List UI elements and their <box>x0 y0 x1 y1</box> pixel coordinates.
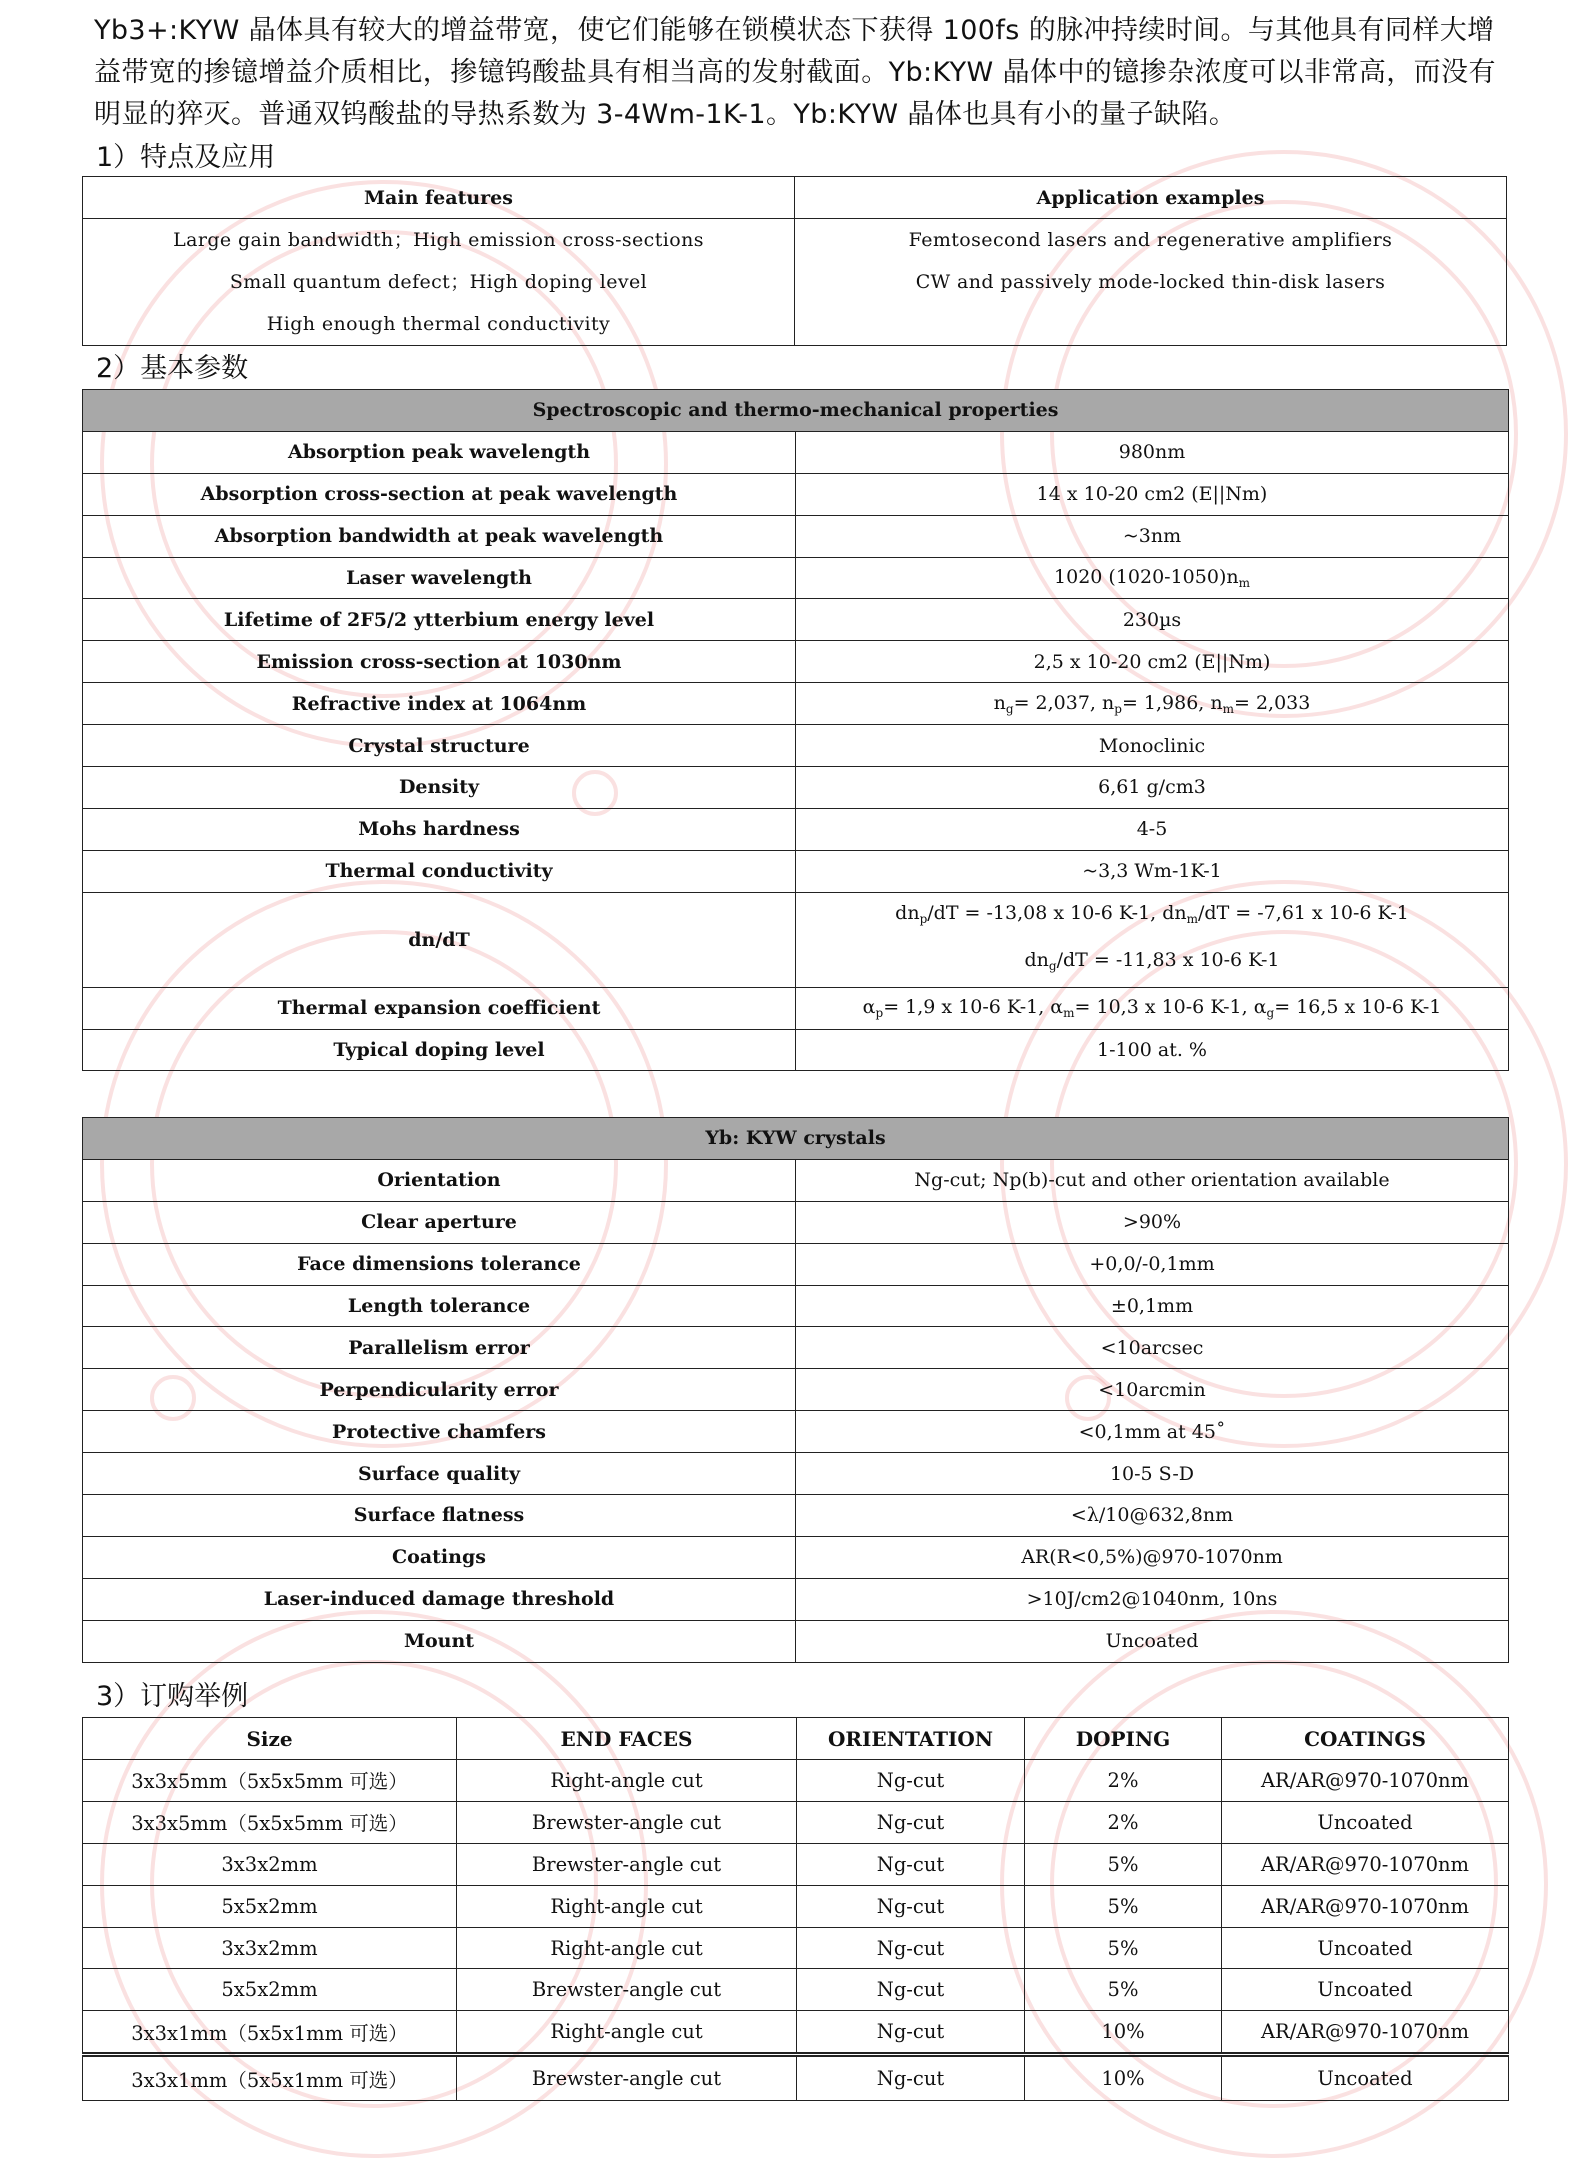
spec-row <box>83 431 1509 473</box>
order-coatings-cell: Uncoated <box>1222 1927 1509 1969</box>
crystal-label: Laser-induced damage threshold <box>83 1578 796 1620</box>
order-doping-cell: 2% <box>1025 1801 1222 1843</box>
order-end-faces-cell: Brewster-angle cut <box>457 1969 797 2011</box>
order-coatings-cell: Uncoated <box>1222 1801 1509 1843</box>
order-row <box>83 2055 1509 2101</box>
application-item: Femtosecond lasers and regenerative amplifiers <box>908 229 1393 251</box>
spec-row <box>83 599 1509 641</box>
crystal-label: Perpendicularity error <box>83 1369 796 1411</box>
value-text: dn <box>895 901 920 924</box>
order-row <box>83 1801 1509 1843</box>
spec-label: Lifetime of 2F5/2 ytterbium energy level <box>83 599 796 641</box>
crystal-value: +0,0/-0,1mm <box>796 1243 1509 1285</box>
value-text: = 2,033 <box>1234 691 1311 714</box>
crystal-value: >10J/cm2@1040nm, 10ns <box>796 1578 1509 1620</box>
order-orientation-cell: Ng-cut <box>797 1927 1025 1969</box>
spec-value <box>796 808 1509 850</box>
order-coatings-cell: Uncoated <box>1222 2055 1509 2101</box>
order-doping-cell: 5% <box>1025 1885 1222 1927</box>
subscript-text: p <box>875 1006 884 1021</box>
crystal-specs-table <box>82 1117 1509 1663</box>
value-text: dn <box>1024 948 1049 971</box>
spec-label: Thermal expansion coefficient <box>83 987 796 1029</box>
spec-label: Laser wavelength <box>83 557 796 599</box>
crystal-row <box>83 1411 1509 1453</box>
order-size-cell: 3x3x1mm（5x5x1mm 可选） <box>83 2055 457 2101</box>
spec-value <box>796 683 1509 725</box>
order-orientation-cell: Ng-cut <box>797 1760 1025 1802</box>
spec-value <box>796 641 1509 683</box>
value-text: = 1,986, n <box>1121 691 1223 714</box>
value-text: 1-100 at. % <box>1097 1039 1207 1062</box>
value-text: 230µs <box>1122 608 1182 631</box>
crystal-label: Surface quality <box>83 1453 796 1495</box>
value-text: 4-5 <box>1136 818 1168 841</box>
order-header-doping: DOPING <box>1025 1718 1222 1760</box>
crystal-row <box>83 1369 1509 1411</box>
subscript-text: p <box>919 911 928 926</box>
spec-value-line <box>796 940 1508 987</box>
order-size-cell: 3x3x5mm（5x5x5mm 可选） <box>83 1801 457 1843</box>
crystal-value: <0,1mm at 45˚ <box>796 1411 1509 1453</box>
order-doping-cell: 5% <box>1025 1969 1222 2011</box>
order-orientation-cell: Ng-cut <box>797 2011 1025 2055</box>
value-text: ~3,3 Wm-1K-1 <box>1082 860 1222 883</box>
crystal-row <box>83 1495 1509 1537</box>
spec-label: Mohs hardness <box>83 808 796 850</box>
value-text: 6,61 g/cm3 <box>1098 776 1206 799</box>
value-text: = 10,3 x 10-6 K-1, α <box>1074 996 1267 1019</box>
spec-row <box>83 683 1509 725</box>
spec-label: Absorption cross-section at peak wavelength <box>83 473 796 515</box>
value-text: Monoclinic <box>1098 734 1206 757</box>
order-end-faces-cell: Right-angle cut <box>457 1927 797 1969</box>
crystal-value: Uncoated <box>796 1620 1509 1662</box>
crystal-row <box>83 1201 1509 1243</box>
crystal-label: Parallelism error <box>83 1327 796 1369</box>
crystal-table-title: Yb: KYW crystals <box>83 1118 1509 1160</box>
applications-cell <box>795 219 1507 346</box>
spec-value-line <box>796 893 1508 940</box>
order-orientation-cell: Ng-cut <box>797 2055 1025 2101</box>
value-text: /dT = -11,83 x 10-6 K-1 <box>1056 948 1280 971</box>
subscript-text: m <box>1063 1006 1075 1021</box>
order-end-faces-cell: Right-angle cut <box>457 1760 797 1802</box>
spec-value <box>796 850 1509 892</box>
order-row <box>83 1885 1509 1927</box>
spec-label: dn/dT <box>83 892 796 987</box>
crystal-row <box>83 1327 1509 1369</box>
subscript-text: g <box>1048 958 1057 973</box>
spec-row <box>83 473 1509 515</box>
subscript-text: g <box>1266 1006 1275 1021</box>
crystal-label: Length tolerance <box>83 1285 796 1327</box>
crystal-label: Face dimensions tolerance <box>83 1243 796 1285</box>
subscript-text: m <box>1186 911 1199 926</box>
crystal-value: 10-5 S-D <box>796 1453 1509 1495</box>
order-coatings-cell: AR/AR@970-1070nm <box>1222 1885 1509 1927</box>
order-size-cell: 3x3x2mm <box>83 1927 457 1969</box>
spec-label: Emission cross-section at 1030nm <box>83 641 796 683</box>
crystal-row <box>83 1620 1509 1662</box>
crystal-value: <10arcsec <box>796 1327 1509 1369</box>
value-text: 14 x 10-20 cm2 (E||Nm) <box>1036 483 1268 506</box>
order-header-size: Size <box>83 1718 457 1760</box>
order-doping-cell: 10% <box>1025 2011 1222 2055</box>
crystal-label: Orientation <box>83 1159 796 1201</box>
spec-row <box>83 987 1509 1029</box>
spec-row <box>83 641 1509 683</box>
spec-value <box>796 473 1509 515</box>
spec-value <box>796 987 1509 1029</box>
spec-label: Absorption peak wavelength <box>83 431 796 473</box>
ordering-table <box>82 1717 1509 2101</box>
spec-label: Refractive index at 1064nm <box>83 683 796 725</box>
crystal-value: >90% <box>796 1201 1509 1243</box>
order-end-faces-cell: Brewster-angle cut <box>457 2055 797 2101</box>
order-row <box>83 1969 1509 2011</box>
spec-label: Crystal structure <box>83 725 796 767</box>
spec-row <box>83 725 1509 767</box>
spec-value <box>796 557 1509 599</box>
order-orientation-cell: Ng-cut <box>797 1885 1025 1927</box>
order-end-faces-cell: Right-angle cut <box>457 2011 797 2055</box>
order-coatings-cell: AR/AR@970-1070nm <box>1222 1843 1509 1885</box>
value-text: /dT = -13,08 x 10-6 K-1, dn <box>927 901 1187 924</box>
spec-row <box>83 808 1509 850</box>
value-text: = 1,9 x 10-6 K-1, α <box>883 996 1064 1019</box>
spec-label: Typical doping level <box>83 1029 796 1071</box>
spec-row <box>83 850 1509 892</box>
order-end-faces-cell: Brewster-angle cut <box>457 1801 797 1843</box>
value-text: 1020 (1020-1050)n <box>1054 566 1239 588</box>
order-orientation-cell: Ng-cut <box>797 1801 1025 1843</box>
crystal-value: AR(R<0,5%)@970-1070nm <box>796 1536 1509 1578</box>
order-size-cell: 3x3x1mm（5x5x1mm 可选） <box>83 2011 457 2055</box>
main-features-cell <box>83 219 795 346</box>
order-header-end-faces: END FACES <box>457 1718 797 1760</box>
spec-value <box>796 767 1509 809</box>
spec-row <box>83 892 1509 987</box>
order-row <box>83 1760 1509 1802</box>
value-text: 2,5 x 10-20 cm2 (E||Nm) <box>1033 650 1271 673</box>
spec-value <box>796 515 1509 557</box>
order-orientation-cell: Ng-cut <box>797 1843 1025 1885</box>
order-row <box>83 1927 1509 1969</box>
spec-label: Absorption bandwidth at peak wavelength <box>83 515 796 557</box>
order-coatings-cell: AR/AR@970-1070nm <box>1222 2011 1509 2055</box>
crystal-label: Clear aperture <box>83 1201 796 1243</box>
value-text: = 2,037, n <box>1013 691 1115 714</box>
header-application-examples: Application examples <box>795 177 1507 219</box>
section-heading-ordering: 3）订购举例 <box>96 1681 249 1712</box>
main-feature-item: Large gain bandwidth；High emission cross-sections <box>173 229 704 251</box>
spec-row <box>83 1029 1509 1071</box>
crystal-row <box>83 1243 1509 1285</box>
crystal-row <box>83 1159 1509 1201</box>
order-size-cell: 3x3x2mm <box>83 1843 457 1885</box>
spec-value <box>796 431 1509 473</box>
order-size-cell: 5x5x2mm <box>83 1969 457 2011</box>
order-doping-cell: 5% <box>1025 1927 1222 1969</box>
order-coatings-cell: Uncoated <box>1222 1969 1509 2011</box>
spectroscopic-properties-table <box>82 389 1509 1071</box>
crystal-row <box>83 1453 1509 1495</box>
order-size-cell: 3x3x5mm（5x5x5mm 可选） <box>83 1760 457 1802</box>
crystal-value: Ng-cut; Np(b)-cut and other orientation available <box>796 1159 1509 1201</box>
features-table <box>82 176 1507 346</box>
crystal-row <box>83 1536 1509 1578</box>
crystal-label: Protective chamfers <box>83 1411 796 1453</box>
crystal-row <box>83 1285 1509 1327</box>
order-row <box>83 2011 1509 2055</box>
spec-value <box>796 892 1509 987</box>
main-feature-item: High enough thermal conductivity <box>266 313 611 335</box>
order-orientation-cell: Ng-cut <box>797 1969 1025 2011</box>
spec-label: Thermal conductivity <box>83 850 796 892</box>
section-heading-parameters: 2）基本参数 <box>96 353 249 384</box>
spec-row <box>83 767 1509 809</box>
spec-label: Density <box>83 767 796 809</box>
subscript-text: p <box>1114 701 1122 716</box>
order-end-faces-cell: Brewster-angle cut <box>457 1843 797 1885</box>
section-heading-features: 1）特点及应用 <box>96 142 276 173</box>
order-doping-cell: 10% <box>1025 2055 1222 2101</box>
value-text: = 16,5 x 10-6 K-1 <box>1274 996 1442 1019</box>
crystal-label: Surface flatness <box>83 1495 796 1537</box>
order-header-orientation: ORIENTATION <box>797 1718 1025 1760</box>
spec-value <box>796 1029 1509 1071</box>
value-text: /dT = -7,61 x 10-6 K-1 <box>1198 901 1409 924</box>
crystal-value: <10arcmin <box>796 1369 1509 1411</box>
subscript-text: m <box>1238 576 1250 590</box>
crystal-label: Mount <box>83 1620 796 1662</box>
value-text: α <box>862 996 876 1019</box>
main-feature-item: Small quantum defect；High doping level <box>229 271 648 293</box>
value-text: 980nm <box>1118 441 1186 464</box>
crystal-value: ±0,1mm <box>796 1285 1509 1327</box>
order-row <box>83 1843 1509 1885</box>
value-text: n <box>993 691 1006 714</box>
order-coatings-cell: AR/AR@970-1070nm <box>1222 1760 1509 1802</box>
spec-table-title: Spectroscopic and thermo-mechanical properties <box>83 390 1509 432</box>
order-end-faces-cell: Right-angle cut <box>457 1885 797 1927</box>
spec-row <box>83 515 1509 557</box>
order-doping-cell: 2% <box>1025 1760 1222 1802</box>
order-doping-cell: 5% <box>1025 1843 1222 1885</box>
crystal-row <box>83 1578 1509 1620</box>
spec-row <box>83 557 1509 599</box>
intro-paragraph: Yb3+:KYW 晶体具有较大的增益带宽，使它们能够在锁模状态下获得 100fs 的脉冲持续时间。与其他具有同样大增益带宽的掺镱增益介质相比，掺镱钨酸盐具有相当高的发射截面。Yb:KYW 晶体中的镱掺杂浓度可以非常高，而没有明显的猝灭。普通双钨酸盐的导热系数为 3-4Wm-1K-1。Yb:KYW 晶体也具有小的量子缺陷。 <box>94 15 1496 130</box>
subscript-text: g <box>1005 701 1014 716</box>
crystal-label: Coatings <box>83 1536 796 1578</box>
header-main-features: Main features <box>83 177 795 219</box>
spec-value <box>796 599 1509 641</box>
spec-value <box>796 725 1509 767</box>
value-text: ~3nm <box>1122 525 1182 548</box>
application-item: CW and passively mode-locked thin-disk lasers <box>915 271 1386 293</box>
crystal-value: <λ/10@632,8nm <box>796 1495 1509 1537</box>
order-header-coatings: COATINGS <box>1222 1718 1509 1760</box>
subscript-text: m <box>1222 701 1234 716</box>
order-size-cell: 5x5x2mm <box>83 1885 457 1927</box>
